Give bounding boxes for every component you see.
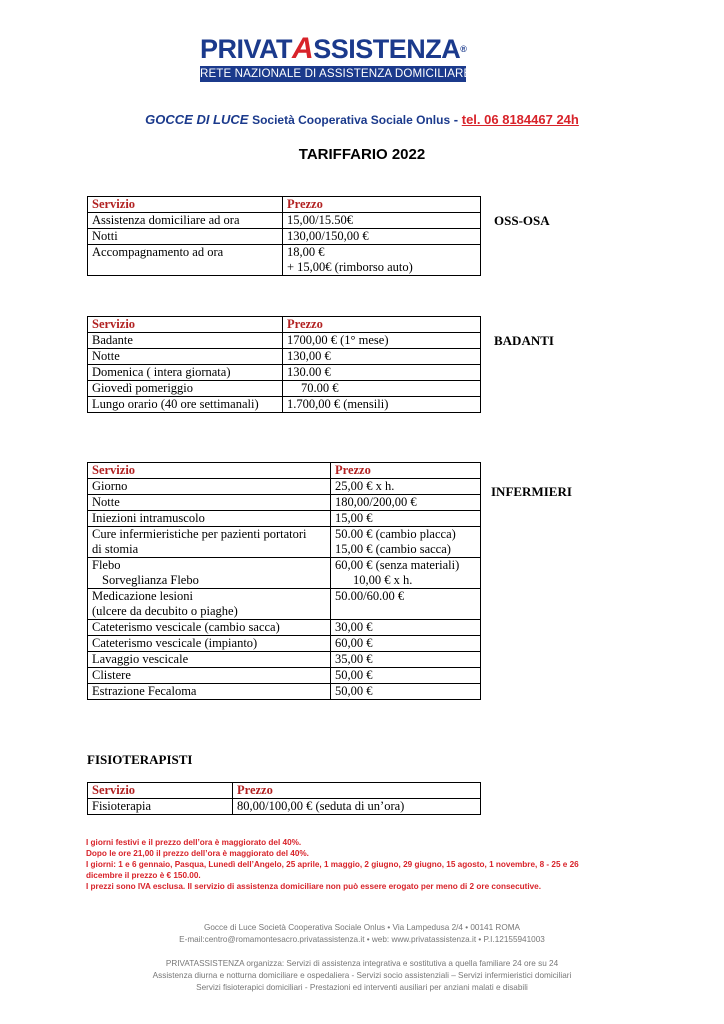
service-cell: Badante — [88, 333, 283, 349]
price-cell: 70.00 € — [283, 381, 481, 397]
footer-services-line: Assistenza diurna e notturna domiciliare e ospedaliera - Servizi socio assistenziali – Servizi infermieristici domiciliari — [152, 971, 572, 980]
service-cell: Giovedì pomeriggio — [88, 381, 283, 397]
header-servizio: Servizio — [88, 463, 331, 479]
price-line: 10,00 € x h. — [353, 573, 413, 587]
price-line: + 15,00€ (rimborso auto) — [287, 260, 413, 274]
table-row — [88, 589, 481, 620]
category-label-oss-osa: OSS-OSA — [494, 213, 550, 228]
logo-tagline: RETE NAZIONALE DI ASSISTENZA DOMICILIARE — [200, 67, 472, 80]
table-oss-osa — [87, 196, 481, 276]
table-row — [88, 558, 481, 589]
service-cell — [88, 527, 331, 558]
price-cell — [331, 527, 481, 558]
header-servizio: Servizio — [88, 197, 283, 213]
service-cell: Giorno — [88, 479, 331, 495]
service-cell: Lavaggio vescicale — [88, 652, 331, 668]
price-cell: 25,00 € x h. — [331, 479, 481, 495]
price-cell: 80,00/100,00 € (seduta di un’ora) — [233, 799, 481, 815]
footer-email-web: E-mail:centro@romamontesacro.privatassistenza.it • web: www.privatassistenza.it • P.I.12155941003 — [179, 935, 545, 944]
table-infermieri — [87, 462, 481, 700]
price-line: 50.00 € (cambio placca) — [335, 527, 456, 541]
table-row — [88, 479, 481, 495]
contact-line — [0, 112, 724, 127]
table-row — [88, 668, 481, 684]
header-prezzo: Prezzo — [283, 317, 481, 333]
phone-link[interactable]: tel. 06 8184467 24h — [461, 112, 579, 127]
table-fisioterapisti — [87, 782, 481, 815]
registered-mark: ® — [460, 44, 467, 54]
price-cell — [283, 245, 481, 276]
note-line: Dopo le ore 21,00 il prezzo dell’ora è maggiorato del 40%. — [86, 849, 309, 858]
price-cell: 30,00 € — [331, 620, 481, 636]
price-cell: 15,00 € — [331, 511, 481, 527]
price-line: 18,00 € — [287, 245, 325, 259]
footer-services — [0, 958, 724, 994]
note-line: I giorni festivi e il prezzo dell’ora è maggiorato del 40%. — [86, 838, 302, 847]
table-header-row — [88, 197, 481, 213]
service-cell: Assistenza domiciliare ad ora — [88, 213, 283, 229]
price-cell: 130.00 € — [283, 365, 481, 381]
service-line: Flebo — [92, 558, 121, 572]
note-line: I prezzi sono IVA esclusa. Il servizio di assistenza domiciliare non può essere erogato per meno di 2 ore consecutive. — [86, 882, 542, 891]
table-badanti — [87, 316, 481, 413]
price-cell: 15,00/15.50€ — [283, 213, 481, 229]
table-row — [88, 213, 481, 229]
table-header-row — [88, 783, 481, 799]
service-line: di stomia — [92, 542, 139, 556]
service-cell: Domenica ( intera giornata) — [88, 365, 283, 381]
contact-separator: - — [453, 112, 459, 127]
category-label-infermieri: INFERMIERI — [491, 484, 572, 499]
table-row — [88, 620, 481, 636]
price-cell: 1700,00 € (1° mese) — [283, 333, 481, 349]
price-cell — [331, 558, 481, 589]
logo-wordmark — [200, 34, 466, 64]
service-cell: Lungo orario (40 ore settimanali) — [88, 397, 283, 413]
table-header-row — [88, 317, 481, 333]
table-row — [88, 684, 481, 700]
price-cell: 50.00/60.00 € — [331, 589, 481, 620]
service-cell: Notte — [88, 495, 331, 511]
service-cell: Clistere — [88, 668, 331, 684]
table-row — [88, 397, 481, 413]
service-line: (ulcere da decubito o piaghe) — [92, 604, 238, 618]
service-cell: Cateterismo vescicale (cambio sacca) — [88, 620, 331, 636]
table-row — [88, 381, 481, 397]
logo-part3: SSISTENZA — [313, 34, 461, 64]
logo-part1: PRIVAT — [200, 34, 293, 64]
logo-accent-letter: A — [292, 32, 314, 65]
price-cell: 60,00 € — [331, 636, 481, 652]
service-cell: Iniezioni intramuscolo — [88, 511, 331, 527]
price-cell: 50,00 € — [331, 668, 481, 684]
table-row — [88, 229, 481, 245]
table-row — [88, 511, 481, 527]
note-line: I giorni: 1 e 6 gennaio, Pasqua, Lunedì dell’Angelo, 25 aprile, 1 maggio, 2 giugno, 29 giugno, 15 agosto, 1 novembre, 8 - 25 e 26 dicembre il prezzo è € 150.00. — [86, 860, 579, 880]
company-type: Società Cooperativa Sociale Onlus — [252, 113, 451, 127]
price-cell: 130,00 € — [283, 349, 481, 365]
table-header-row — [88, 463, 481, 479]
service-cell: Estrazione Fecaloma — [88, 684, 331, 700]
price-cell: 35,00 € — [331, 652, 481, 668]
service-cell: Cateterismo vescicale (impianto) — [88, 636, 331, 652]
footer-services-line: Servizi fisioterapici domiciliari - Prestazioni ed interventi ausiliari per anziani malati e disabili — [196, 983, 528, 992]
header-prezzo: Prezzo — [233, 783, 481, 799]
pricing-notes — [86, 837, 606, 892]
category-label-badanti: BADANTI — [494, 333, 554, 348]
service-line: Medicazione lesioni — [92, 589, 194, 603]
price-cell: 180,00/200,00 € — [331, 495, 481, 511]
price-cell: 1.700,00 € (mensili) — [283, 397, 481, 413]
table-row — [88, 349, 481, 365]
service-cell: Accompagnamento ad ora — [88, 245, 283, 276]
footer-contacts — [0, 922, 724, 946]
header-prezzo: Prezzo — [283, 197, 481, 213]
price-line: 15,00 € (cambio sacca) — [335, 542, 451, 556]
table-row — [88, 333, 481, 349]
table-row — [88, 636, 481, 652]
table-row — [88, 527, 481, 558]
header-prezzo: Prezzo — [331, 463, 481, 479]
service-line: Cure infermieristiche per pazienti portatori — [92, 527, 307, 541]
document-title: TARIFFARIO 2022 — [298, 146, 426, 163]
service-cell — [88, 558, 331, 589]
price-line: 60,00 € (senza materiali) — [335, 558, 460, 572]
footer-services-line: PRIVATASSISTENZA organizza: Servizi di assistenza integrativa e sostitutiva a quella familiare 24 ore su 24 — [165, 959, 559, 968]
service-cell: Fisioterapia — [88, 799, 233, 815]
table-row — [88, 799, 481, 815]
privatassistenza-logo — [200, 32, 472, 82]
service-cell: Notti — [88, 229, 283, 245]
table-row — [88, 652, 481, 668]
header-servizio: Servizio — [88, 317, 283, 333]
category-label-fisioterapisti: FISIOTERAPISTI — [87, 752, 193, 767]
table-row — [88, 245, 481, 276]
table-row — [88, 365, 481, 381]
table-row — [88, 495, 481, 511]
price-cell: 130,00/150,00 € — [283, 229, 481, 245]
price-cell: 50,00 € — [331, 684, 481, 700]
service-line: Sorveglianza Flebo — [102, 573, 199, 587]
company-name: GOCCE DI LUCE — [145, 112, 249, 127]
header-servizio: Servizio — [88, 783, 233, 799]
service-cell — [88, 589, 331, 620]
service-cell: Notte — [88, 349, 283, 365]
footer-address: Gocce di Luce Società Cooperativa Sociale Onlus • Via Lampedusa 2/4 • 00141 ROMA — [204, 923, 520, 932]
